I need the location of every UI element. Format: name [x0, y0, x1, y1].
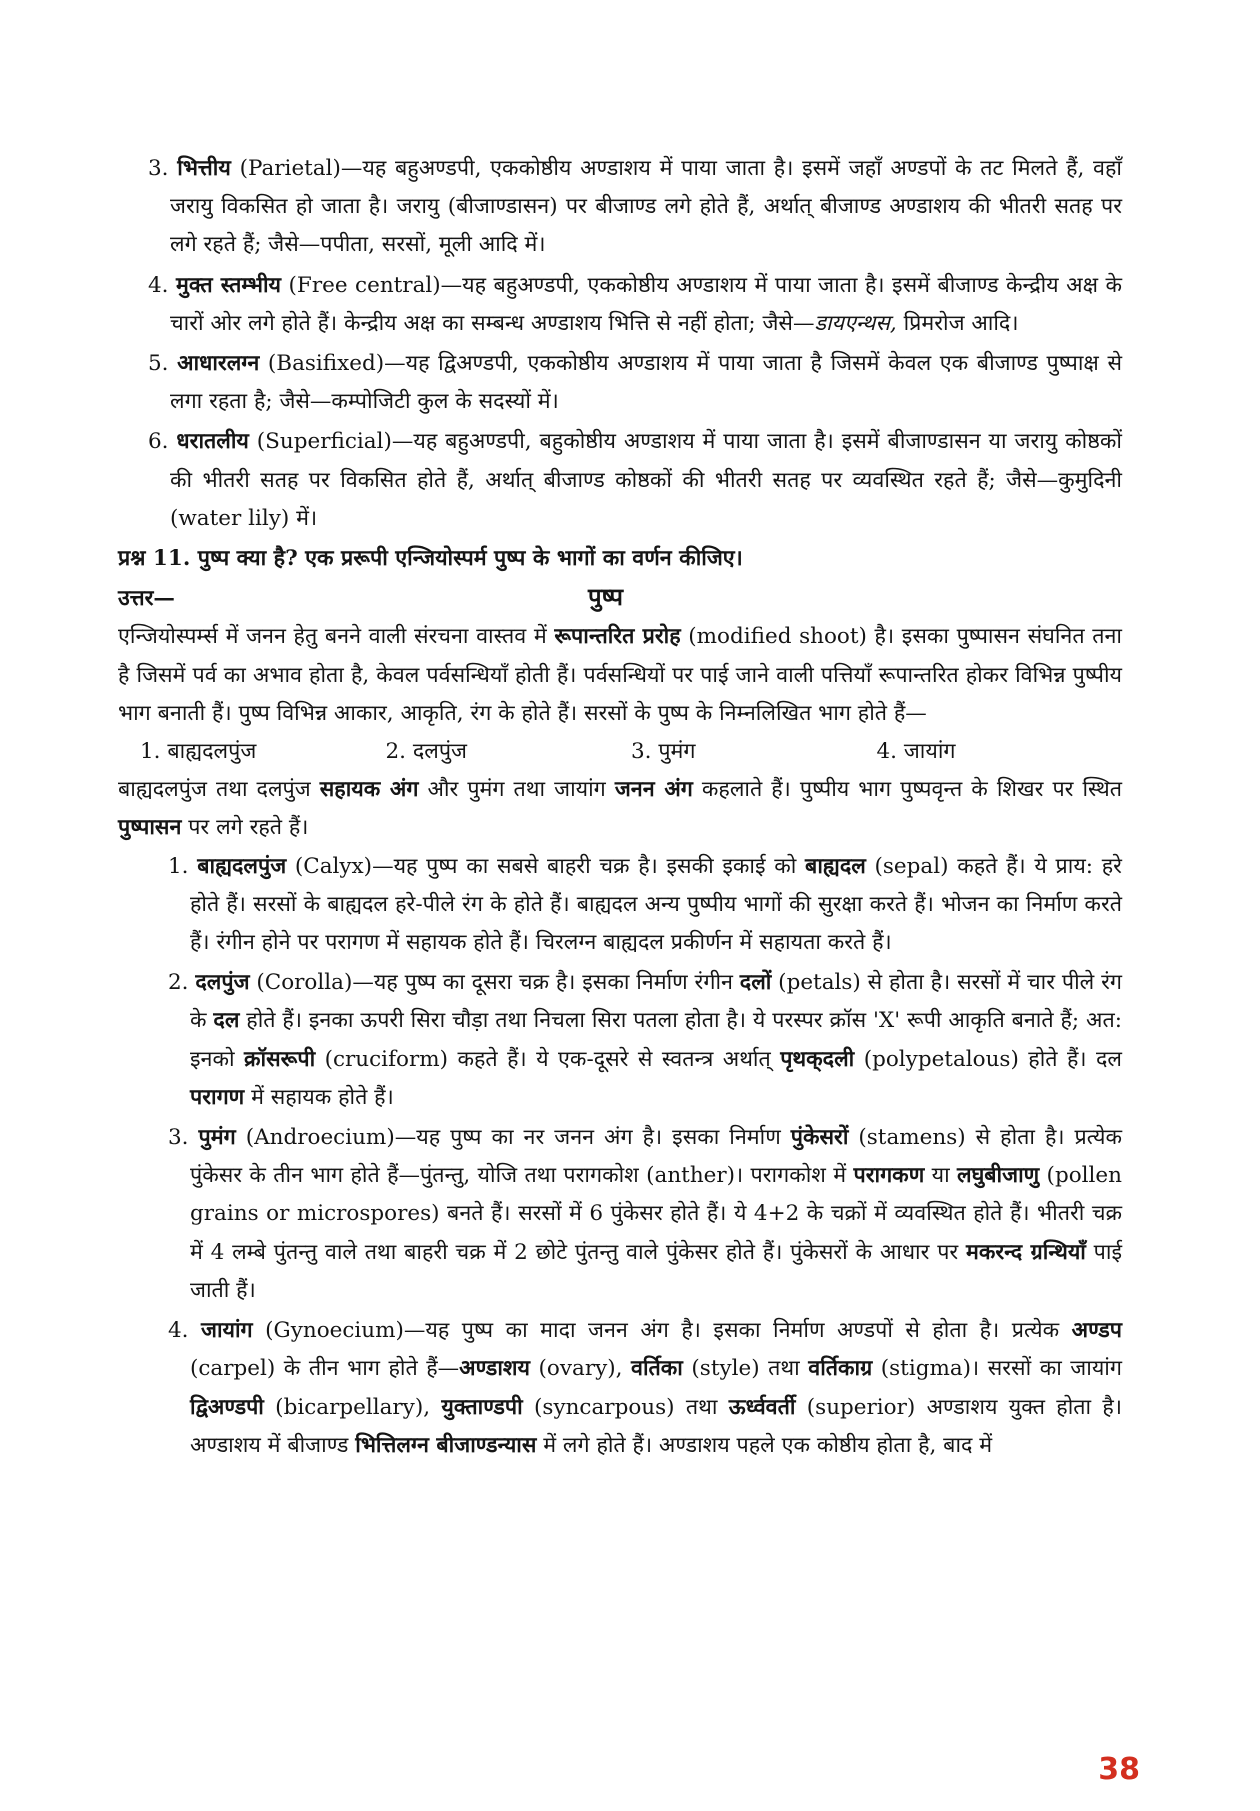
item-text: —यह द्विअण्डपी, एककोष्ठीय अण्डाशय में पाया जाता है जिसमें केवल एक बीजाण्ड पुष्पाक्ष से लगा रहता है; जैसे—कम्पोजिटी कुल के सदस्यों में। — [170, 351, 1122, 415]
flower-parts-list — [140, 733, 1122, 771]
summary-bold: पुष्पासन — [118, 815, 182, 841]
item-bold: परागकण — [853, 1163, 925, 1189]
item-text: (style) तथा — [682, 1356, 809, 1382]
summary-text: कहलाते हैं। पुष्पीय भाग पुष्पवृन्त के शिखर पर स्थित — [692, 777, 1122, 803]
placentation-item-superficial — [140, 423, 1122, 538]
flower-part-gynoecium — [164, 1312, 1122, 1465]
item-text: या — [924, 1163, 957, 1189]
item-term: मुक्त स्तम्भीय — [176, 272, 282, 298]
part-calyx: 1. बाह्यदलपुंज — [140, 739, 257, 765]
item-italic-example: डायएन्थस, — [814, 310, 897, 336]
item-bold: वर्तिकाग्र — [808, 1356, 873, 1382]
intro-paragraph — [118, 618, 1122, 733]
intro-text-cont: (modified shoot) है। इसका पुष्पासन संघनित तना है जिसमें पर्व का अभाव होता है, केवल पर्वसन्धियाँ होती हैं। पर्वसन्धियों पर पाई जाने वाली पत्तियाँ रूपान्तरित होकर विभिन्न पुष्पीय भाग बनाती हैं। पुष्प विभिन्न आकार, आकृति, रंग के होते हैं। सरसों के पुष्प के निम्नलिखित भाग होते हैं— — [118, 624, 1122, 726]
item-text: —यह पुष्प का नर जनन अंग है। इसका निर्माण — [394, 1125, 791, 1151]
item-text: (syncarpous) तथा — [522, 1394, 729, 1420]
item-text: पाई जाती हैं। — [190, 1239, 1123, 1303]
item-text: —यह पुष्प का मादा जनन अंग है। इसका निर्माण अण्डपों से होता है। प्रत्येक — [403, 1318, 1072, 1344]
summary-text: और पुमंग तथा जायांग — [418, 777, 615, 803]
flower-part-calyx — [164, 848, 1122, 963]
item-text-after: प्रिमरोज आदि। — [896, 310, 1019, 336]
item-bold: बाह्यदल — [805, 853, 866, 879]
item-english: (Calyx) — [294, 853, 373, 879]
item-english: (Free central) — [288, 272, 441, 298]
item-text: (ovary), — [529, 1356, 631, 1382]
part-gynoecium: 4. जायांग — [876, 739, 956, 765]
item-bold: द्विअण्डपी — [190, 1394, 264, 1420]
item-bold: लघुबीजाणु — [957, 1163, 1040, 1189]
item-bold: ऊर्ध्ववर्ती — [728, 1394, 796, 1420]
item-text: —यह बहुअण्डपी, एककोष्ठीय अण्डाशय में पाया जाता है। इसमें जहाँ अण्डपों के तट मिलते हैं, वहाँ जरायु विकसित हो जाता है। जरायु (बीजाण्डासन) पर बीजाण्ड लगे होते हैं, अर्थात् बीजाण्ड अण्डाशय की भीतरी सतह पर लगे रहते हैं; जैसे—पपीता, सरसों, मूली आदि में। — [170, 156, 1123, 258]
item-text: —यह पुष्प का सबसे बाहरी चक्र है। इसकी इकाई को — [372, 853, 806, 879]
item-bold: दल — [213, 1008, 240, 1034]
item-bold: युक्ताण्डपी — [441, 1394, 523, 1420]
intro-bold-term: रूपान्तरित प्ररोह — [554, 624, 681, 650]
item-english: (Gynoecium) — [265, 1318, 404, 1344]
item-english: (Basifixed) — [267, 351, 385, 377]
page-number: 38 — [1098, 1752, 1140, 1787]
item-bold: वर्तिका — [631, 1356, 683, 1382]
item-text: (superior) अण्डाशय युक्त होता है। अण्डाशय में बीजाण्ड — [190, 1394, 1122, 1458]
item-text: —यह बहुअण्डपी, एककोष्ठीय अण्डाशय में पाया जाता है। इसमें बीजाण्ड केन्द्रीय अक्ष के चारों ओर लगे होते हैं। केन्द्रीय अक्ष का सम्बन्ध अण्डाशय भित्ति से नहीं होता; जैसे— — [170, 272, 1122, 336]
placentation-item-free-central — [140, 267, 1122, 343]
item-text: (bicarpellary), — [263, 1394, 442, 1420]
item-term: दलपुंज — [195, 970, 250, 996]
document-page — [118, 150, 1122, 1467]
item-term: धरातलीय — [176, 429, 249, 455]
item-bold: अण्डप — [1071, 1318, 1122, 1344]
summary-bold: सहायक अंग — [319, 777, 419, 803]
item-text: (pollen grains or microspores) बनते हैं। सरसों में 6 पुंकेसर होते हैं। ये 4+2 के चक्रों में व्यवस्थित होते हैं। भीतरी चक्र में 4 लम्बे पुंतन्तु वाले तथा बाहरी चक्र में 2 छोटे पुंतन्तु वाले पुंकेसर होते हैं। पुंकेसरों के आधार पर — [190, 1163, 1122, 1265]
item-number: 4. — [168, 1318, 189, 1344]
item-term: भित्तीय — [177, 156, 231, 181]
item-number: 5. — [148, 351, 169, 377]
item-bold: पुंकेसरों — [790, 1125, 849, 1151]
item-text: (stigma)। सरसों का जायांग — [872, 1356, 1122, 1382]
item-term: बाह्यदलपुंज — [197, 853, 287, 879]
placentation-item-parietal — [140, 150, 1122, 265]
section-title: पुष्प — [588, 582, 623, 612]
item-english: (Superficial) — [256, 429, 392, 455]
item-number: 3. — [168, 1125, 189, 1151]
item-term: पुमंग — [198, 1125, 236, 1151]
item-number: 6. — [148, 429, 169, 455]
item-text: में लगे होते हैं। अण्डाशय पहले एक कोष्ठीय होता है, बाद में — [536, 1432, 993, 1458]
summary-bold: जनन अंग — [614, 777, 693, 803]
item-text: (stamens) से होता है। प्रत्येक पुंकेसर के तीन भाग होते हैं—पुंतन्तु, योजि तथा परागकोश (anther)। परागकोश में — [190, 1125, 1122, 1189]
item-text: में सहायक होते हैं। — [244, 1084, 394, 1110]
item-number: 2. — [168, 970, 189, 996]
item-text: (cruciform) कहते हैं। ये एक-दूसरे से स्वतन्त्र अर्थात् — [315, 1046, 781, 1072]
item-english: (Parietal) — [239, 156, 341, 181]
item-bold: क्रॉसरूपी — [244, 1046, 316, 1072]
placentation-item-basifixed — [140, 345, 1122, 421]
item-number: 4. — [148, 272, 169, 298]
item-bold: मकरन्द ग्रन्थियाँ — [965, 1239, 1086, 1265]
answer-row — [118, 578, 1122, 618]
flower-part-androecium — [164, 1119, 1122, 1310]
item-term: आधारलग्न — [177, 351, 260, 377]
item-english: (Androecium) — [245, 1125, 395, 1151]
item-english: (Corolla) — [256, 970, 353, 996]
flower-part-corolla — [164, 964, 1122, 1117]
item-text: (polypetalous) होते हैं। दल — [854, 1046, 1123, 1072]
item-text: —यह पुष्प का दूसरा चक्र है। इसका निर्माण रंगीन — [352, 970, 740, 996]
question-heading: प्रश्न 11. पुष्प क्या है? एक प्ररूपी एन्जियोस्पर्म पुष्प के भागों का वर्णन कीजिए। — [118, 546, 743, 572]
item-text: (carpel) के तीन भाग होते हैं— — [190, 1356, 460, 1382]
item-term: जायांग — [201, 1318, 253, 1344]
intro-text: एन्जियोस्पर्म्स में जनन हेतु बनने वाली संरचना वास्तव में — [118, 624, 555, 650]
item-bold: भित्तिलग्न बीजाण्डन्यास — [355, 1432, 537, 1458]
item-text: होते हैं। इनका ऊपरी सिरा चौड़ा तथा निचला सिरा पतला होता है। ये परस्पर क्रॉस 'X' रूपी आकृति बनाते हैं; अत: इनको — [190, 1008, 1122, 1072]
item-bold: पृथक्‌दली — [780, 1046, 855, 1072]
part-corolla: 2. दलपुंज — [385, 739, 468, 765]
item-number: 3. — [148, 156, 169, 181]
item-text: (sepal) कहते हैं। ये प्राय: हरे होते हैं। सरसों के बाह्यदल हरे-पीले रंग के होते हैं। बाह्यदल अन्य पुष्पीय भागों की सुरक्षा करते हैं। भोजन का निर्माण करते हैं। रंगीन होने पर परागण में सहायक होते हैं। चिरलग्न बाह्यदल प्रकीर्णन में सहायता करते हैं। — [190, 853, 1122, 956]
answer-label: उत्तर— — [118, 586, 175, 612]
item-text: —यह बहुअण्डपी, बहुकोष्ठीय अण्डाशय में पाया जाता है। इसमें बीजाण्डासन या जरायु कोष्ठकों की भीतरी सतह पर विकसित होते हैं, अर्थात् बीजाण्ड कोष्ठकों की भीतरी सतह पर व्यवस्थित रहते हैं; जैसे—कुमुदिनी (water lily) में। — [170, 429, 1122, 531]
item-bold: अण्डाशय — [459, 1356, 530, 1382]
item-text: (petals) से होता है। सरसों में चार पीले रंग के — [190, 970, 1122, 1034]
item-bold: दलों — [739, 970, 772, 996]
item-bold: परागण — [190, 1084, 245, 1110]
summary-text: पर लगे रहते हैं। — [181, 815, 309, 841]
item-number: 1. — [168, 853, 189, 879]
part-androecium: 3. पुमंग — [631, 739, 696, 765]
summary-text: बाह्यदलपुंज तथा दलपुंज — [118, 777, 320, 803]
summary-paragraph — [118, 771, 1122, 847]
